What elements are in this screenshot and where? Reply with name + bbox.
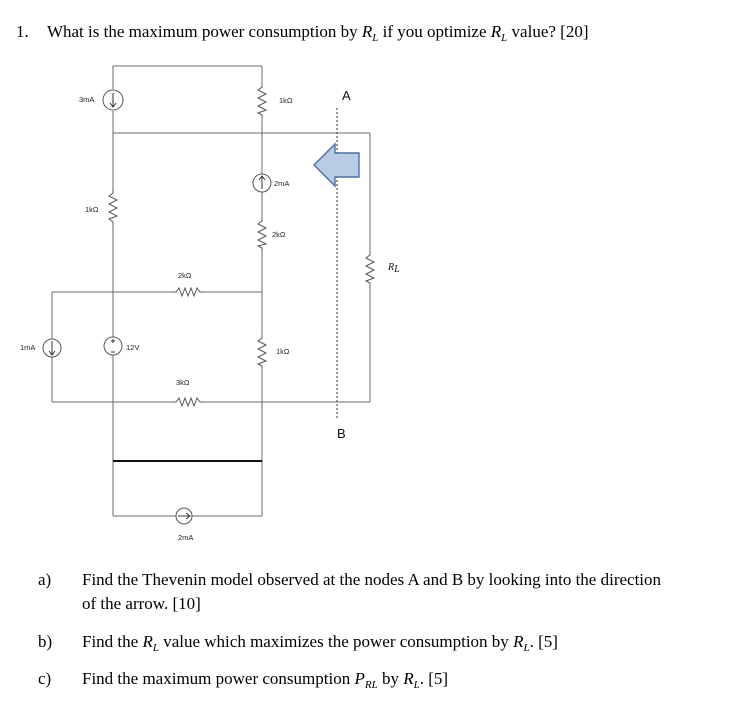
rl-subscript: L bbox=[523, 642, 530, 654]
resistor-2k-horizontal bbox=[173, 288, 203, 296]
part-a-letter: a) bbox=[38, 570, 52, 589]
question-number: 1. bbox=[16, 22, 29, 41]
rl-symbol: R bbox=[490, 22, 502, 41]
label-rl-symbol: R bbox=[388, 262, 395, 273]
label-3ma: 3mA bbox=[79, 95, 95, 104]
part-b-text bbox=[82, 632, 558, 654]
label-rl-subscript: L bbox=[394, 264, 400, 275]
part-b-t2: value which maximizes the power consumption by bbox=[163, 632, 509, 651]
resistor-1k-top bbox=[258, 84, 266, 118]
part-a-line2: of the arrow. [10] bbox=[82, 594, 201, 613]
part-b-t3: . [5] bbox=[529, 632, 558, 651]
part-c-t2: by bbox=[381, 669, 399, 688]
rl-symbol: R bbox=[142, 632, 153, 651]
part-c-t3: . [5] bbox=[419, 669, 449, 688]
label-2k-horizontal: 2kΩ bbox=[178, 271, 192, 280]
label-2ma-mid: 2mA bbox=[274, 179, 290, 188]
rl-symbol: R bbox=[361, 22, 373, 41]
label-1k-top: 1kΩ bbox=[279, 96, 293, 105]
part-c-t1: Find the maximum power consumption bbox=[82, 669, 351, 688]
rl-subscript: L bbox=[501, 32, 508, 44]
label-3k-horizontal: 3kΩ bbox=[176, 378, 190, 387]
part-c-text bbox=[82, 669, 448, 691]
label-2ma-bottom: 2mA bbox=[178, 533, 194, 542]
part-b-t1: Find the bbox=[82, 632, 139, 651]
question-text-middle: if you optimize bbox=[382, 22, 487, 41]
part-b-letter: b) bbox=[38, 632, 53, 651]
resistor-1k-mid bbox=[258, 335, 266, 368]
p-symbol: P bbox=[354, 669, 365, 688]
resistor-3k-horizontal bbox=[173, 398, 203, 406]
part-c-letter: c) bbox=[38, 669, 52, 688]
p-subscript: RL bbox=[364, 679, 378, 691]
rl-subscript: L bbox=[372, 32, 379, 44]
resistor-2k-mid bbox=[258, 218, 266, 250]
arrow-left-icon bbox=[314, 144, 359, 186]
label-1k-left: 1kΩ bbox=[85, 205, 99, 214]
label-12v: 12V bbox=[126, 343, 140, 352]
rl-subscript: L bbox=[152, 642, 159, 654]
rl-symbol: R bbox=[513, 632, 524, 651]
label-1k-mid: 1kΩ bbox=[276, 347, 290, 356]
rl-symbol: R bbox=[403, 669, 414, 688]
question-text-after: value? [20] bbox=[511, 22, 589, 41]
label-2k-mid: 2kΩ bbox=[272, 230, 286, 239]
resistor-1k-left bbox=[109, 190, 117, 225]
node-a: A bbox=[342, 88, 351, 103]
label-rl bbox=[387, 262, 400, 275]
rl-subscript: L bbox=[413, 679, 420, 691]
resistor-rl bbox=[366, 252, 374, 284]
part-a-line1: Find the Thevenin model observed at the nodes A and B by looking into the direction bbox=[82, 570, 662, 589]
node-b: B bbox=[337, 426, 346, 441]
label-1ma: 1mA bbox=[20, 343, 36, 352]
question-text-before: What is the maximum power consumption by bbox=[46, 22, 358, 41]
